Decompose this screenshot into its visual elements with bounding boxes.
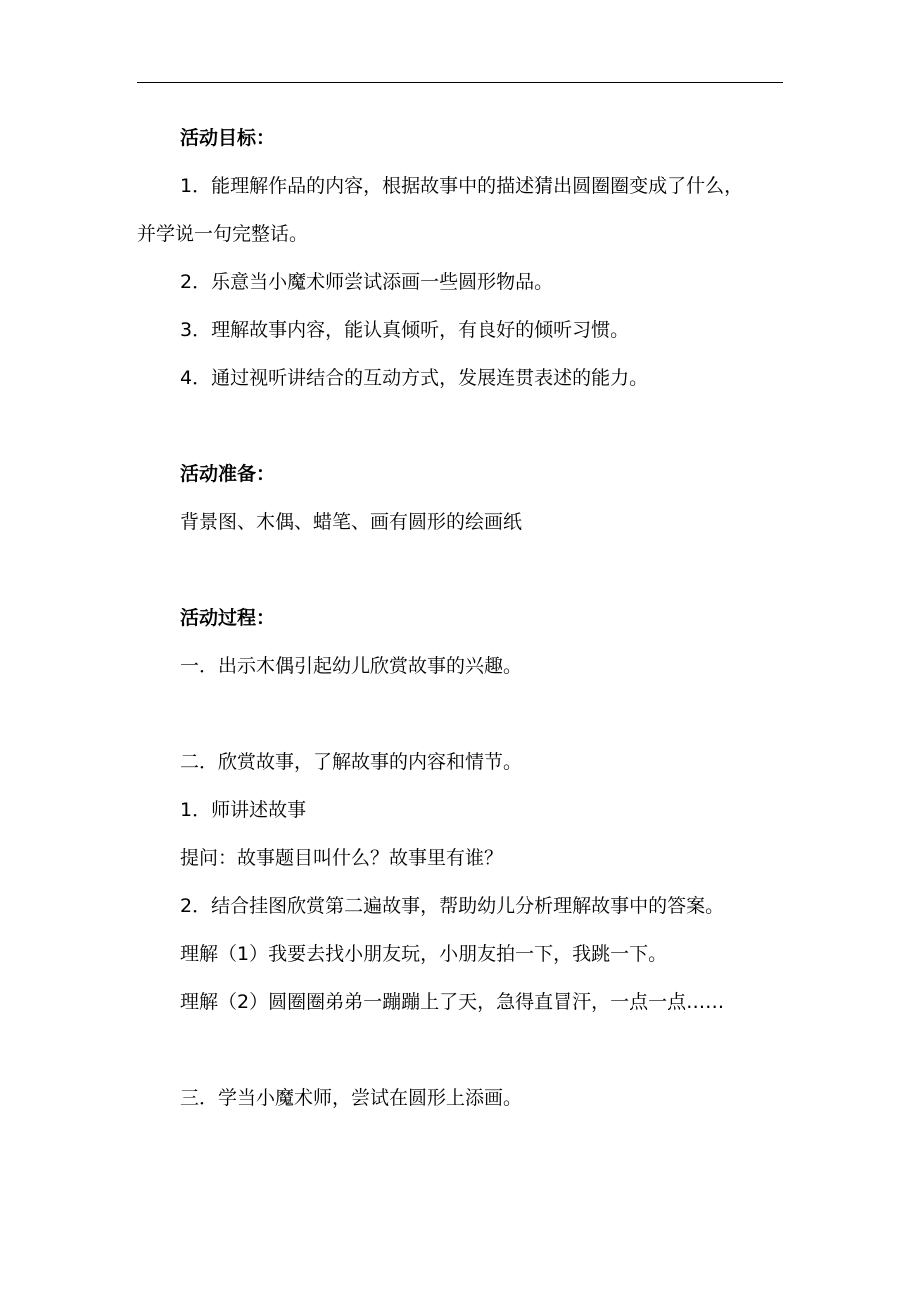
process-step-2-question: 提问：故事题目叫什么？故事里有谁？ bbox=[180, 847, 504, 869]
goal-item-1-line-1: 1．能理解作品的内容，根据故事中的描述猜出圆圈圈变成了什么， bbox=[180, 175, 744, 197]
process-step-2: 二．欣赏故事，了解故事的内容和情节。 bbox=[180, 751, 523, 773]
goal-item-1-line-2: 并学说一句完整话。 bbox=[137, 223, 309, 245]
goal-item-3: 3．理解故事内容，能认真倾听，有良好的倾听习惯。 bbox=[180, 319, 630, 341]
process-step-2-sub-1: 1．师讲述故事 bbox=[180, 799, 307, 821]
goal-item-2: 2．乐意当小魔术师尝试添画一些圆形物品。 bbox=[180, 271, 554, 293]
process-step-2-sub-2: 2．结合挂图欣赏第二遍故事，帮助幼儿分析理解故事中的答案。 bbox=[180, 895, 725, 917]
process-step-2-understand-1: 理解（1）我要去找小朋友玩，小朋友拍一下，我跳一下。 bbox=[180, 943, 668, 965]
process-step-1: 一．出示木偶引起幼儿欣赏故事的兴趣。 bbox=[180, 655, 523, 677]
goal-item-4: 4．通过视听讲结合的互动方式，发展连贯表述的能力。 bbox=[180, 367, 649, 389]
preparation-heading: 活动准备： bbox=[180, 463, 276, 485]
preparation-materials: 背景图、木偶、蜡笔、画有圆形的绘画纸 bbox=[180, 511, 523, 533]
process-heading: 活动过程： bbox=[180, 607, 276, 629]
process-step-3: 三．学当小魔术师，尝试在圆形上添画。 bbox=[180, 1087, 523, 1109]
process-step-2-understand-2: 理解（2）圆圈圈弟弟一蹦蹦上了天，急得直冒汗，一点一点…… bbox=[180, 991, 725, 1013]
header-rule bbox=[137, 82, 783, 83]
goals-heading: 活动目标： bbox=[180, 127, 276, 149]
